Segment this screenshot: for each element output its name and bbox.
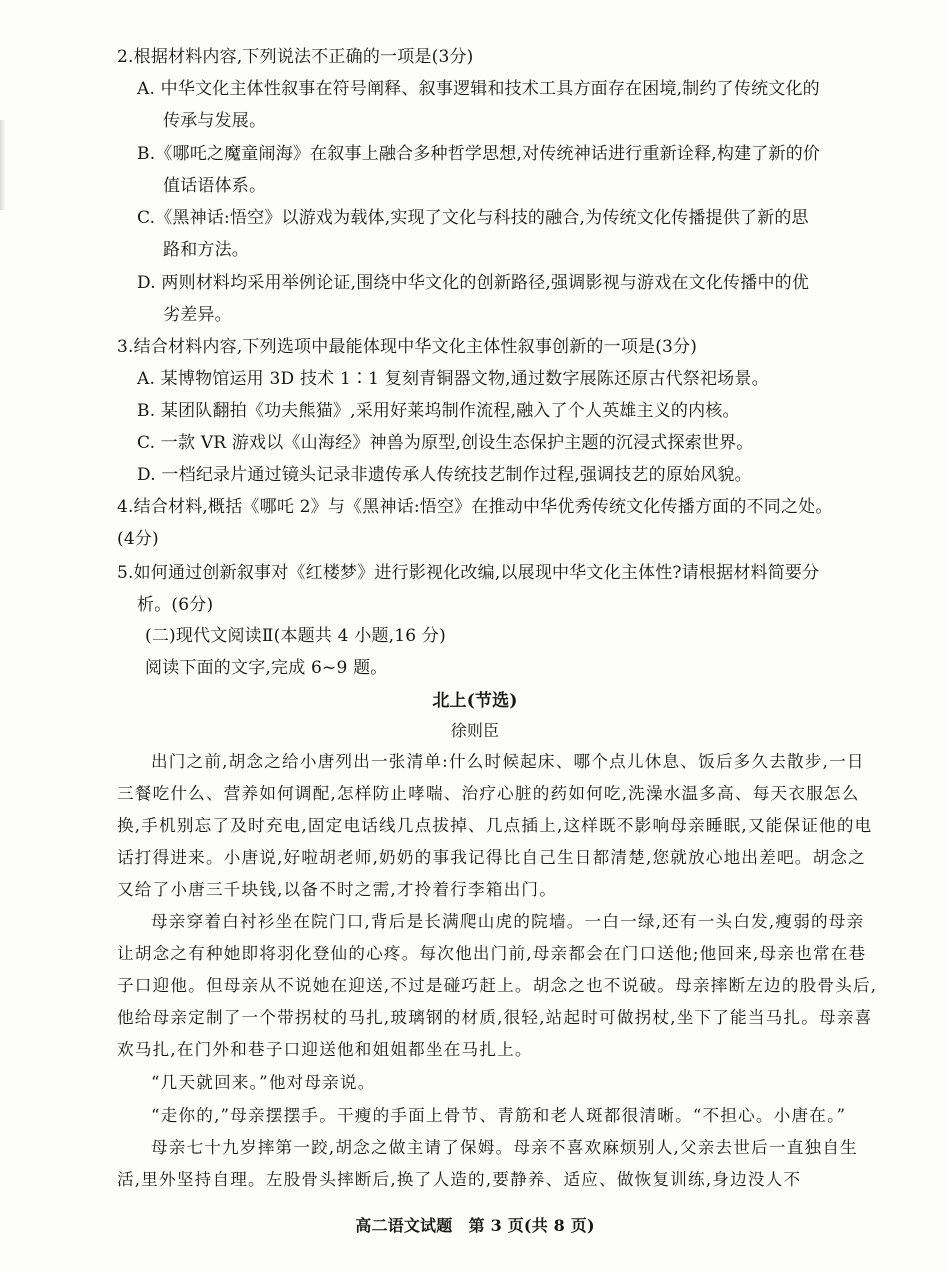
q3-stem: 3.结合材料内容,下列选项中最能体现中华文化主体性叙事创新的一项是(3分) <box>117 337 698 357</box>
q3-option-a: A. 某博物馆运用 3D 技术 1∶1 复刻青铜器文物,通过数字展陈还原古代祭祀场景。 <box>137 369 769 389</box>
q3-option-d: D. 一档纪录片通过镜头记录非遗传承人传统技艺制作过程,强调技艺的原始风貌。 <box>137 465 752 485</box>
article-paragraph-5: 母亲七十九岁摔第一跤,胡念之做主请了保姆。母亲不喜欢麻烦别人,父亲去世后一直独自生活,里外坚持自理。左股骨头摔断后,换了人造的,要静养、适应、做恢复训练,身边没人不 <box>117 1138 858 1189</box>
article-title: 北上(节选) <box>432 691 518 711</box>
article-paragraph-3: “几天就回来。”他对母亲说。 <box>151 1073 376 1092</box>
q2-option-b: B.《哪吒之魔童闹海》在叙事上融合多种哲学思想,对传统神话进行重新诠释,构建了新的价 <box>137 144 821 164</box>
page-footer: 高二语文试题 第 3 页(共 8 页) <box>355 1216 595 1235</box>
q5-stem-cont: 析。(6分) <box>137 595 214 615</box>
article-paragraph-4: “走你的,”母亲摆摆手。干瘦的手面上骨节、青筋和老人斑都很清晰。“不担心。小唐在。” <box>151 1106 847 1125</box>
page-edge-shadow <box>0 120 6 210</box>
article-author: 徐则臣 <box>450 721 500 740</box>
q4-points: (4分) <box>117 529 159 549</box>
q5-stem: 5.如何通过创新叙事对《红楼梦》进行影视化改编,以展现中华文化主体性?请根据材料简要分 <box>117 563 820 583</box>
q2-option-d: D. 两则材料均采用举例论证,围绕中华文化的创新路径,强调影视与游戏在文化传播中的优 <box>137 273 810 293</box>
q2-option-a-cont: 传承与发展。 <box>163 111 267 131</box>
q2-option-c-cont: 路和方法。 <box>163 240 249 260</box>
section-heading: (二)现代文阅读Ⅱ(本题共 4 小题,16 分) <box>145 626 446 646</box>
section-instruction: 阅读下面的文字,完成 6~9 题。 <box>145 658 388 678</box>
q2-stem: 2.根据材料内容,下列说法不正确的一项是(3分) <box>117 47 474 67</box>
article-paragraph-1: 出门之前,胡念之给小唐列出一张清单:什么时候起床、哪个点儿休息、饭后多久去散步,一日三餐吃什么、营养如何调配,怎样防止哮喘、治疗心脏的药如何吃,洗澡水温多高、每天衣服怎么换,手机别忘了及时充电,固定电话线几点拔掉、几点插上,这样既不影响母亲睡眠,又能保证他的电话打得进来。小唐说,好啦胡老师,奶奶的事我记得比自己生日都清楚,您就放心地出差吧。胡念之又给了小唐三千块钱,以备不时之需,才拎着行李箱出门。 <box>117 752 873 899</box>
q4-stem: 4.结合材料,概括《哪吒 2》与《黑神话:悟空》在推动中华优秀传统文化传播方面的不同之处。 <box>117 497 833 517</box>
q2-option-b-cont: 值话语体系。 <box>163 176 267 196</box>
q3-option-b: B. 某团队翻拍《功夫熊猫》,采用好莱坞制作流程,融入了个人英雄主义的内核。 <box>137 401 740 421</box>
q2-option-d-cont: 劣差异。 <box>163 305 232 325</box>
q2-option-a: A. 中华文化主体性叙事在符号阐释、叙事逻辑和技术工具方面存在困境,制约了传统文化的 <box>137 79 820 99</box>
q3-option-c: C. 一款 VR 游戏以《山海经》神兽为原型,创设生态保护主题的沉浸式探索世界。 <box>137 433 754 453</box>
q2-option-c: C.《黑神话:悟空》以游戏为载体,实现了文化与科技的融合,为传统文化传播提供了新的思 <box>137 208 809 228</box>
article-paragraph-2: 母亲穿着白衬衫坐在院门口,背后是长满爬山虎的院墙。一白一绿,还有一头白发,瘦弱的母亲让胡念之有种她即将羽化登仙的心疼。每次他出门前,母亲都会在门口送他;他回来,母亲也常在巷子口迎他。但母亲从不说她在迎送,不过是碰巧赶上。胡念之也不说破。母亲摔断左边的股骨头后,他给母亲定制了一个带拐杖的马扎,玻璃钢的材质,很轻,站起时可做拐杖,坐下了能当马扎。母亲喜欢马扎,在门外和巷子口迎送他和姐姐都坐在马扎上。 <box>117 912 878 1059</box>
